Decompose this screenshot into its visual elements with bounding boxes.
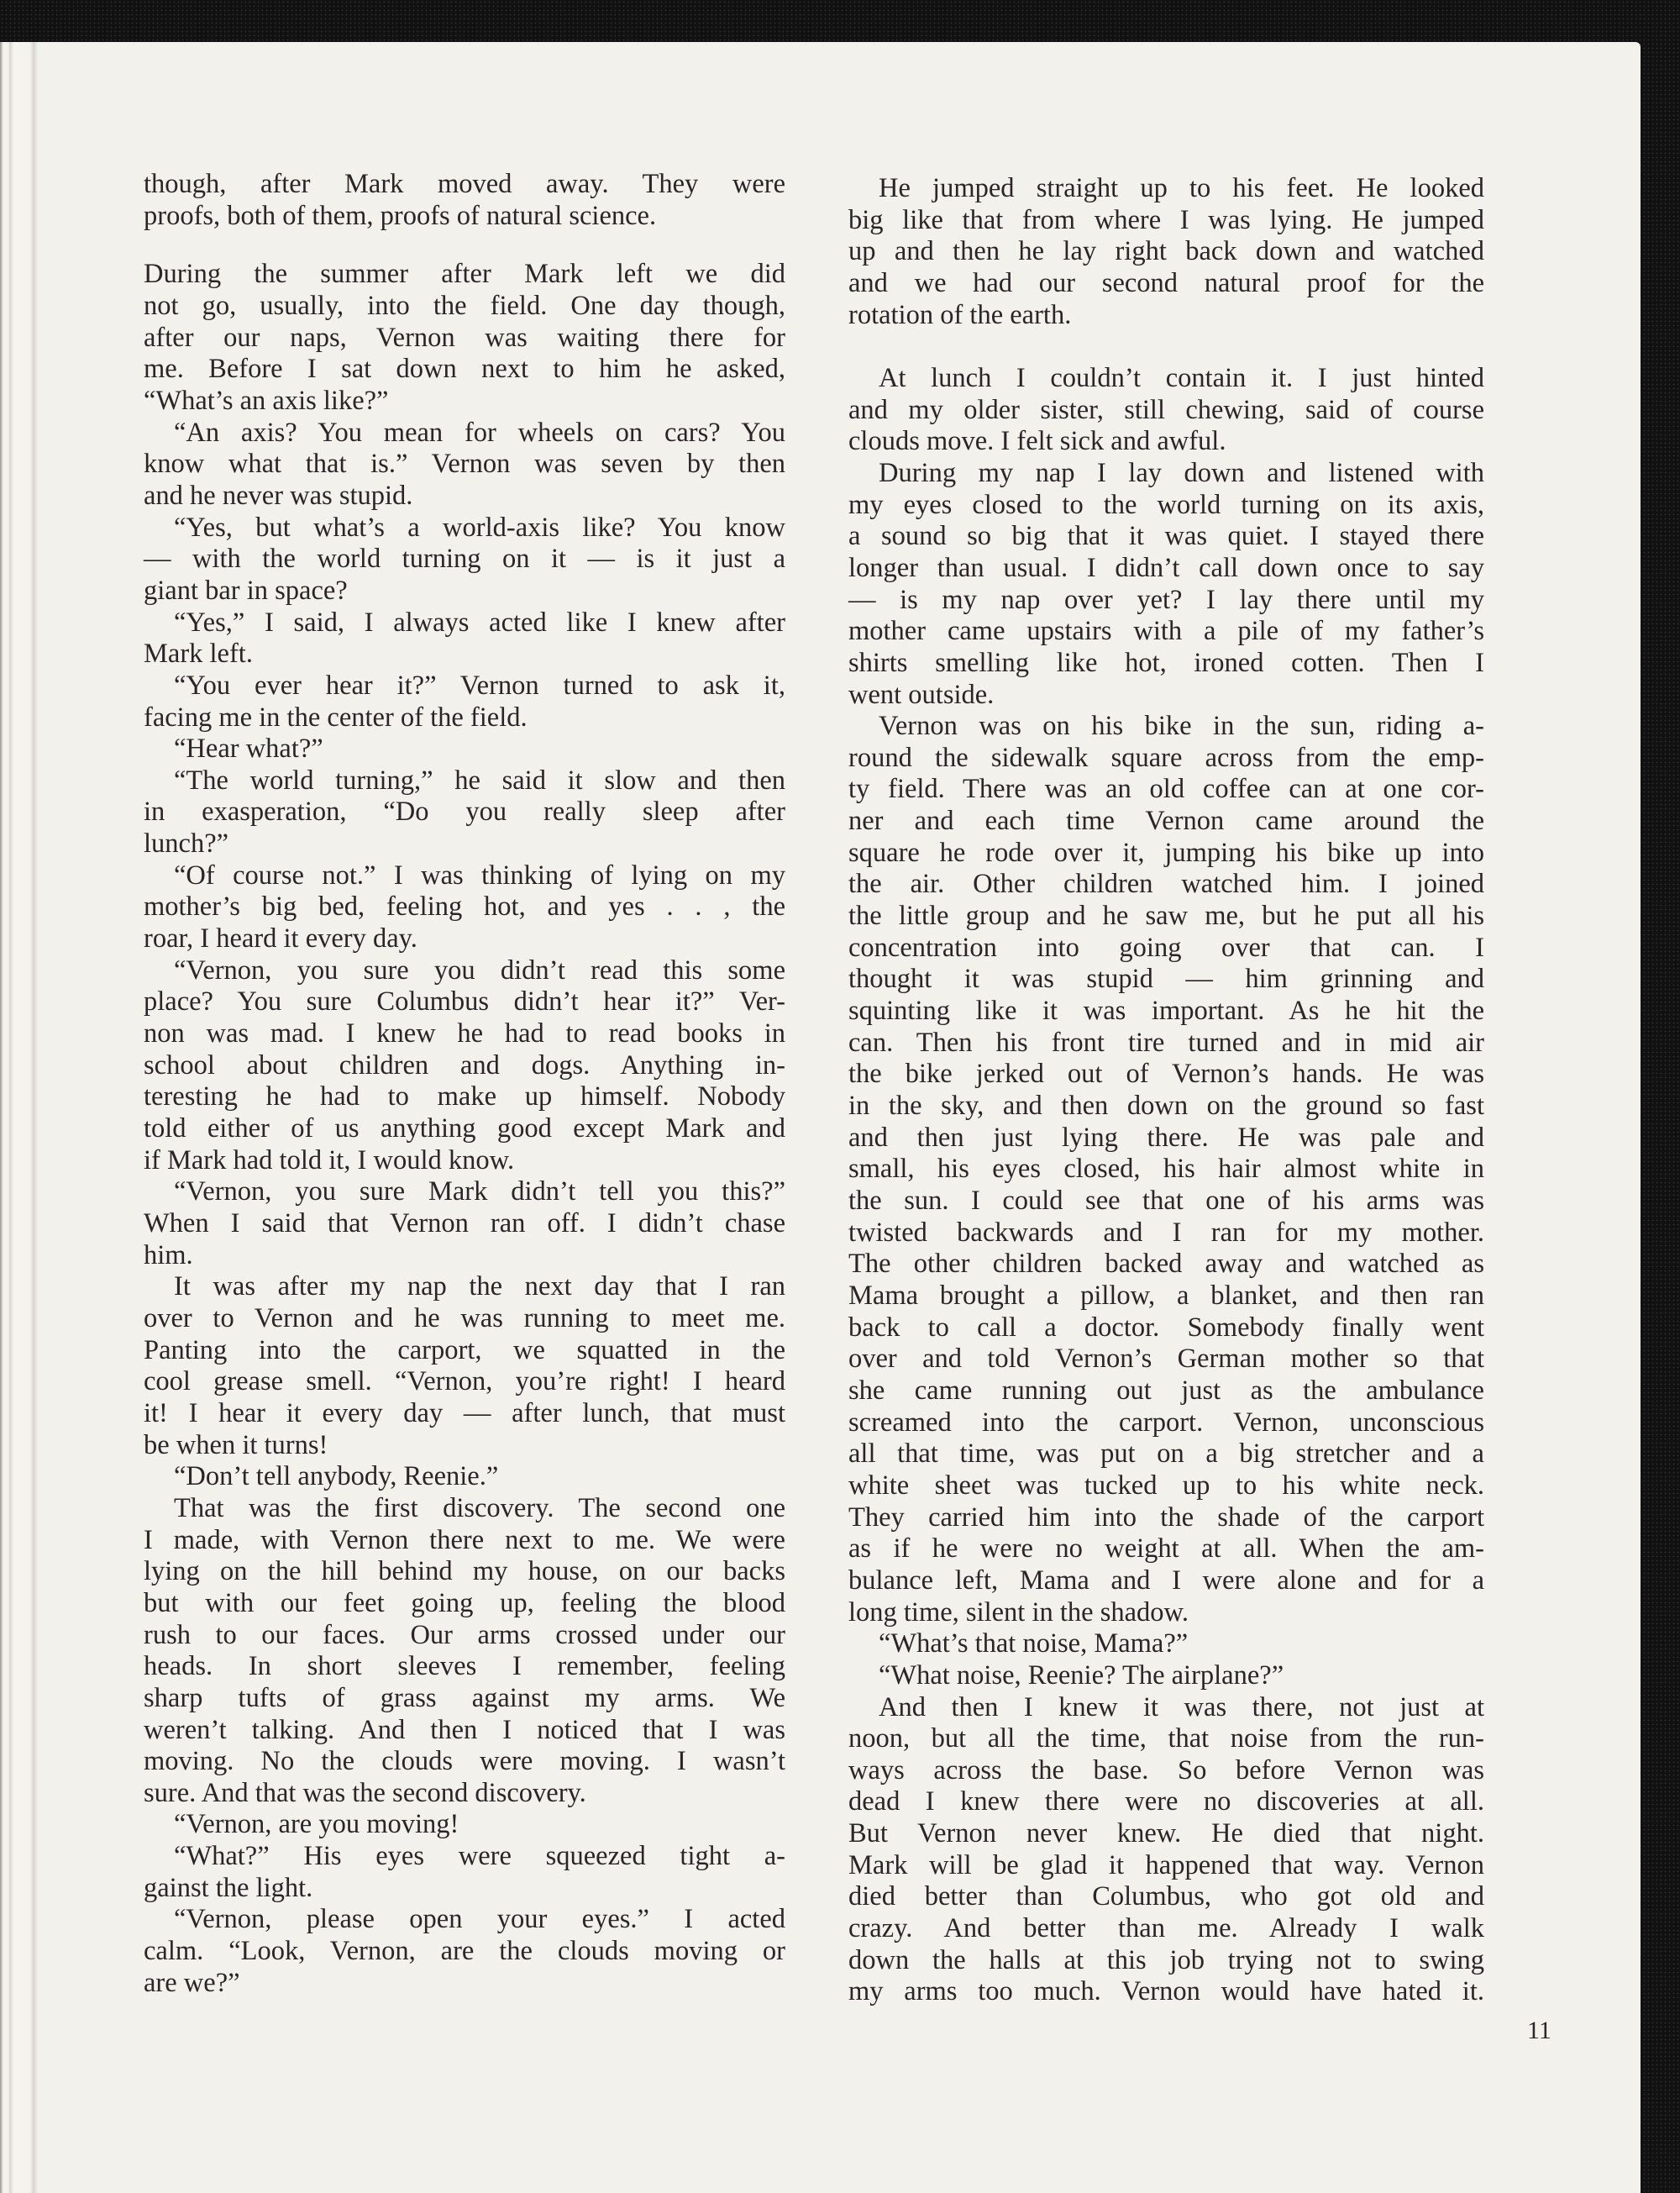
- text-line: sharp tufts of grass against my arms. We: [144, 1682, 785, 1713]
- text-line: He jumped straight up to his feet. He looked: [879, 173, 1484, 203]
- text-line: moving. No the clouds were moving. I wasn’t: [144, 1746, 785, 1777]
- text-line: They carried him into the shade of the carport: [848, 1501, 1484, 1533]
- text-line: my eyes closed to the world turning on its axis,: [848, 489, 1484, 520]
- text-line: lunch?”: [144, 828, 229, 860]
- text-line: During the summer after Mark left we did: [144, 259, 785, 290]
- text-line: clouds move. I felt sick and awful.: [848, 426, 1226, 457]
- text-line: rush to our faces. Our arms crossed under our: [144, 1619, 785, 1650]
- text-line: teresting he had to make up himself. Nobody: [144, 1081, 785, 1112]
- text-line: are we?”: [144, 1967, 240, 1998]
- text-line: screamed into the carport. Vernon, unconscious: [848, 1407, 1484, 1438]
- text-line: concentration into going over that can. I: [848, 932, 1484, 963]
- text-line: “Hear what?”: [174, 734, 323, 765]
- text-line: non was mad. I knew he had to read books in: [144, 1018, 785, 1049]
- text-line: square he rode over it, jumping his bike up into: [848, 837, 1484, 868]
- text-line: and my older sister, still chewing, said of course: [848, 394, 1484, 425]
- text-line: as if he were no weight at all. When the am-: [848, 1533, 1484, 1565]
- text-line: giant bar in space?: [144, 575, 348, 606]
- text-line: back to call a doctor. Somebody finally went: [848, 1312, 1484, 1343]
- text-line: bulance left, Mama and I were alone and for a: [848, 1565, 1484, 1596]
- text-line: place? You sure Columbus didn’t hear it?” Ver-: [144, 986, 785, 1018]
- text-line: Mark will be glad it happened that way. Vernon: [848, 1849, 1484, 1880]
- text-line: “You ever hear it?” Vernon turned to ask it,: [174, 670, 785, 701]
- text-line: and we had our second natural proof for the: [848, 267, 1484, 298]
- text-line: mother came upstairs with a pile of my father’s: [848, 616, 1484, 647]
- text-line: know what that is.” Vernon was seven by then: [144, 449, 785, 480]
- text-line: though, after Mark moved away. They were: [144, 169, 785, 199]
- text-line: be when it turns!: [144, 1429, 328, 1460]
- text-line: It was after my nap the next day that I ran: [174, 1271, 785, 1302]
- text-line: When I said that Vernon ran off. I didn’t chase: [144, 1208, 785, 1238]
- text-line: shirts smelling like hot, ironed cotten. Then I: [848, 647, 1484, 678]
- text-line: him.: [144, 1239, 193, 1270]
- text-line: “What’s that noise, Mama?”: [879, 1628, 1189, 1659]
- text-line: me. Before I sat down next to him he asked,: [144, 354, 785, 385]
- text-line: Mark left.: [144, 639, 253, 670]
- text-line: twisted backwards and I ran for my mother.: [848, 1217, 1484, 1248]
- text-line: “What?” His eyes were squeezed tight a-: [174, 1841, 785, 1872]
- text-line: “Of course not.” I was thinking of lying on my: [174, 860, 785, 891]
- section-break: [848, 331, 1484, 363]
- text-line: and he never was stupid.: [144, 480, 413, 511]
- text-line: weren’t talking. And then I noticed that I was: [144, 1714, 785, 1745]
- text-line: my arms too much. Vernon would have hated it.: [848, 1976, 1484, 2007]
- text-line: down the halls at this job trying not to swing: [848, 1944, 1484, 1975]
- text-line: That was the first discovery. The second one: [174, 1492, 785, 1523]
- text-line: facing me in the center of the field.: [144, 702, 528, 733]
- text-line: she came running out just as the ambulance: [848, 1375, 1484, 1406]
- page-binding-edge: [0, 42, 38, 2193]
- text-line: over and told Vernon’s German mother so that: [848, 1344, 1484, 1375]
- text-line: Vernon was on his bike in the sun, riding a-: [879, 711, 1484, 742]
- text-line: “Vernon, are you moving!: [174, 1809, 459, 1840]
- text-line: “What noise, Reenie? The airplane?”: [879, 1659, 1284, 1691]
- text-line: ways across the base. So before Vernon was: [848, 1754, 1484, 1785]
- text-line: “Yes,” I said, I always acted like I knew after: [174, 607, 785, 638]
- text-line: crazy. And better than me. Already I walk: [848, 1913, 1484, 1944]
- text-line: gainst the light.: [144, 1872, 313, 1903]
- text-line: mother’s big bed, feeling hot, and yes . . , the: [144, 891, 785, 923]
- text-line: the bike jerked out of Vernon’s hands. He was: [848, 1059, 1484, 1090]
- text-line: ner and each time Vernon came around the: [848, 806, 1484, 837]
- text-line: sure. And that was the second discovery.: [144, 1777, 586, 1808]
- right-text-column: [848, 173, 1484, 2008]
- text-line: a sound so big that it was quiet. I stayed there: [848, 521, 1484, 552]
- text-line: “An axis? You mean for wheels on cars? You: [174, 417, 785, 448]
- text-line: over to Vernon and he was running to meet me.: [144, 1302, 785, 1333]
- text-line: At lunch I couldn’t contain it. I just hinted: [879, 362, 1484, 393]
- text-line: “Vernon, you sure Mark didn’t tell you this?”: [174, 1176, 785, 1207]
- text-line: not go, usually, into the field. One day though,: [144, 290, 785, 321]
- text-line: squinting like it was important. As he hit the: [848, 996, 1484, 1027]
- text-line: round the sidewalk square across from the emp-: [848, 742, 1484, 773]
- text-line: died better than Columbus, who got old and: [848, 1881, 1484, 1912]
- text-line: long time, silent in the shadow.: [848, 1596, 1189, 1628]
- left-text-column: [144, 169, 785, 1999]
- text-line: if Mark had told it, I would know.: [144, 1144, 515, 1175]
- text-line: dead I knew there were no discoveries at all.: [848, 1786, 1484, 1817]
- text-line: big like that from where I was lying. He jumped: [848, 204, 1484, 235]
- text-line: And then I knew it was there, not just at: [879, 1691, 1484, 1722]
- text-line: can. Then his front tire turned and in mid air: [848, 1027, 1484, 1058]
- text-line: “Don’t tell anybody, Reenie.”: [174, 1461, 499, 1492]
- text-line: cool grease smell. “Vernon, you’re right! I heard: [144, 1366, 785, 1397]
- text-line: small, his eyes closed, his hair almost white in: [848, 1154, 1484, 1185]
- text-line: “What’s an axis like?”: [144, 385, 389, 416]
- text-line: white sheet was tucked up to his white neck.: [848, 1470, 1484, 1501]
- text-line: in exasperation, “Do you really sleep after: [144, 797, 785, 828]
- section-break: [144, 232, 785, 259]
- text-line: “The world turning,” he said it slow and then: [174, 765, 785, 796]
- text-line: went outside.: [848, 679, 995, 710]
- text-line: told either of us anything good except Mark and: [144, 1113, 785, 1144]
- text-line: longer than usual. I didn’t call down once to say: [848, 552, 1484, 583]
- text-line: “Vernon, please open your eyes.” I acted: [174, 1904, 785, 1935]
- text-line: lying on the hill behind my house, on our backs: [144, 1556, 785, 1587]
- text-line: but with our feet going up, feeling the blood: [144, 1587, 785, 1618]
- text-line: the little group and he saw me, but he put all his: [848, 901, 1484, 932]
- text-line: thought it was stupid — him grinning and: [848, 964, 1484, 995]
- text-line: school about children and dogs. Anything in-: [144, 1049, 785, 1081]
- text-line: proofs, both of them, proofs of natural science.: [144, 200, 657, 231]
- text-line: after our naps, Vernon was waiting there for: [144, 322, 785, 353]
- page-number: 11: [1527, 2017, 1551, 2044]
- text-line: roar, I heard it every day.: [144, 923, 417, 955]
- text-line: Mama brought a pillow, a blanket, and then ran: [848, 1280, 1484, 1311]
- text-line: up and then he lay right back down and watched: [848, 236, 1484, 267]
- text-line: in the sky, and then down on the ground so fast: [848, 1091, 1484, 1122]
- text-line: the sun. I could see that one of his arms was: [848, 1186, 1484, 1216]
- text-line: ty field. There was an old coffee can at one cor-: [848, 774, 1484, 805]
- text-line: calm. “Look, Vernon, are the clouds moving or: [144, 1936, 785, 1967]
- text-line: Panting into the carport, we squatted in the: [144, 1334, 785, 1365]
- text-line: heads. In short sleeves I remember, feeling: [144, 1651, 785, 1682]
- text-line: — is my nap over yet? I lay there until my: [848, 584, 1484, 615]
- text-line: rotation of the earth.: [848, 299, 1072, 330]
- text-line: it! I hear it every day — after lunch, that must: [144, 1397, 785, 1428]
- text-line: the air. Other children watched him. I joined: [848, 869, 1484, 900]
- text-line: noon, but all the time, that noise from the run-: [848, 1723, 1484, 1754]
- text-line: The other children backed away and watched as: [848, 1249, 1484, 1280]
- text-line: and then just lying there. He was pale and: [848, 1122, 1484, 1153]
- text-line: — with the world turning on it — is it just a: [144, 544, 785, 575]
- text-line: all that time, was put on a big stretcher and a: [848, 1438, 1484, 1470]
- text-line: But Vernon never knew. He died that night.: [848, 1818, 1484, 1849]
- text-line: I made, with Vernon there next to me. We were: [144, 1524, 785, 1555]
- text-line: During my nap I lay down and listened with: [879, 457, 1484, 488]
- text-line: “Yes, but what’s a world-axis like? You know: [174, 512, 785, 543]
- text-line: “Vernon, you sure you didn’t read this some: [174, 955, 785, 986]
